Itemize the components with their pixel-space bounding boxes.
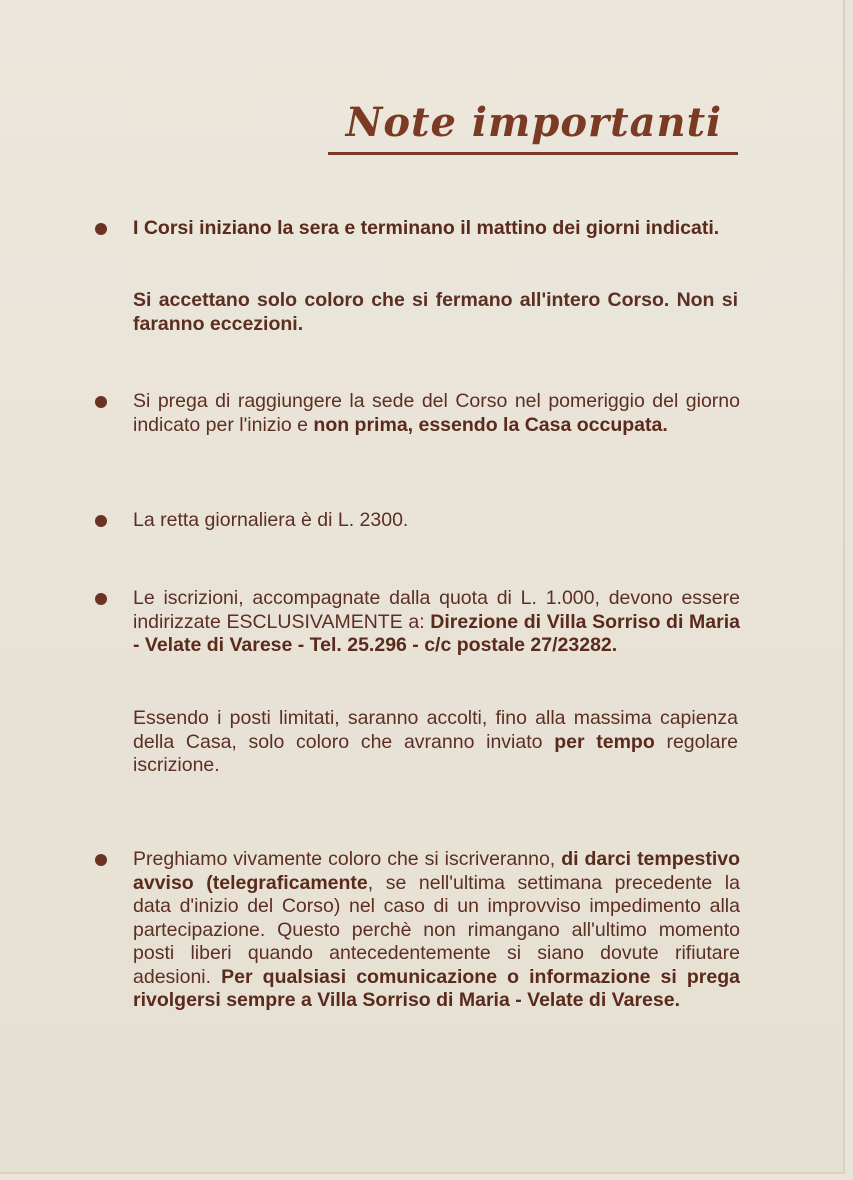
note-text-bold: per tempo [554, 730, 655, 753]
note-text-regular: Essendo i posti limitati, saranno accolti, fino alla massima capienza della Casa, solo coloro che avranno inviato [133, 707, 738, 753]
note-item-1 [108, 217, 740, 241]
note-text-regular: , se nell'ultima settimana precedente la data d'inizio del Corso) nel caso di un improvviso impedimento alla partecipazione. Questo perchè non rimangano all'ultimo momento posti liberi quando antecedentemente si siano dovute rifiutare adesioni. [133, 871, 740, 988]
note-text [133, 587, 740, 658]
bullet-icon [95, 593, 107, 605]
page-title: Note importanti [345, 99, 723, 146]
note-text [133, 848, 740, 1013]
note-paragraph-2: Si accettano solo coloro che si fermano all'intero Corso. Non si faranno eccezioni. [133, 289, 738, 335]
note-text-regular: Preghiamo vivamente coloro che si iscriveranno, [133, 848, 562, 870]
note-text-regular: Si prega di raggiungere la sede del Corso nel pomeriggio del giorno indicato per l'inizio e [133, 390, 740, 436]
title-block [328, 98, 740, 155]
note-text [133, 390, 740, 437]
note-text: I Corsi iniziano la sera e terminano il mattino dei giorni indicati. [133, 217, 720, 239]
bullet-icon [95, 515, 107, 527]
note-text: La retta giornaliera è di L. 2300. [133, 509, 409, 531]
bullet-icon [95, 396, 107, 408]
note-item-3 [108, 390, 740, 437]
title-underline [328, 152, 738, 155]
note-text-bold: Per qualsiasi comunicazione o informazione si prega rivolgersi sempre a Villa Sorriso di Maria - Velate di Varese. [133, 965, 740, 1011]
note-text-bold: di darci tempestivo avviso (telegraficamente [133, 848, 741, 894]
note-paragraph-6 [133, 707, 738, 778]
note-text-bold: non prima, essendo la Casa occupata. [313, 413, 668, 436]
note-item-7 [108, 848, 740, 1013]
note-item-4 [108, 509, 740, 533]
note-text-regular: Le iscrizioni, accompagnate dalla quota di L. 1.000, devono essere indirizzate ESCLUSIVAMENTE a: [133, 587, 740, 633]
note-text-regular: regolare iscrizione. [133, 730, 738, 776]
bullet-icon [95, 854, 107, 866]
bullet-icon [95, 223, 107, 235]
note-item-5 [108, 587, 740, 658]
note-text-bold: Direzione di Villa Sorriso di Maria - Velate di Varese - Tel. 25.296 - c/c postale 27/23282. [133, 610, 740, 656]
